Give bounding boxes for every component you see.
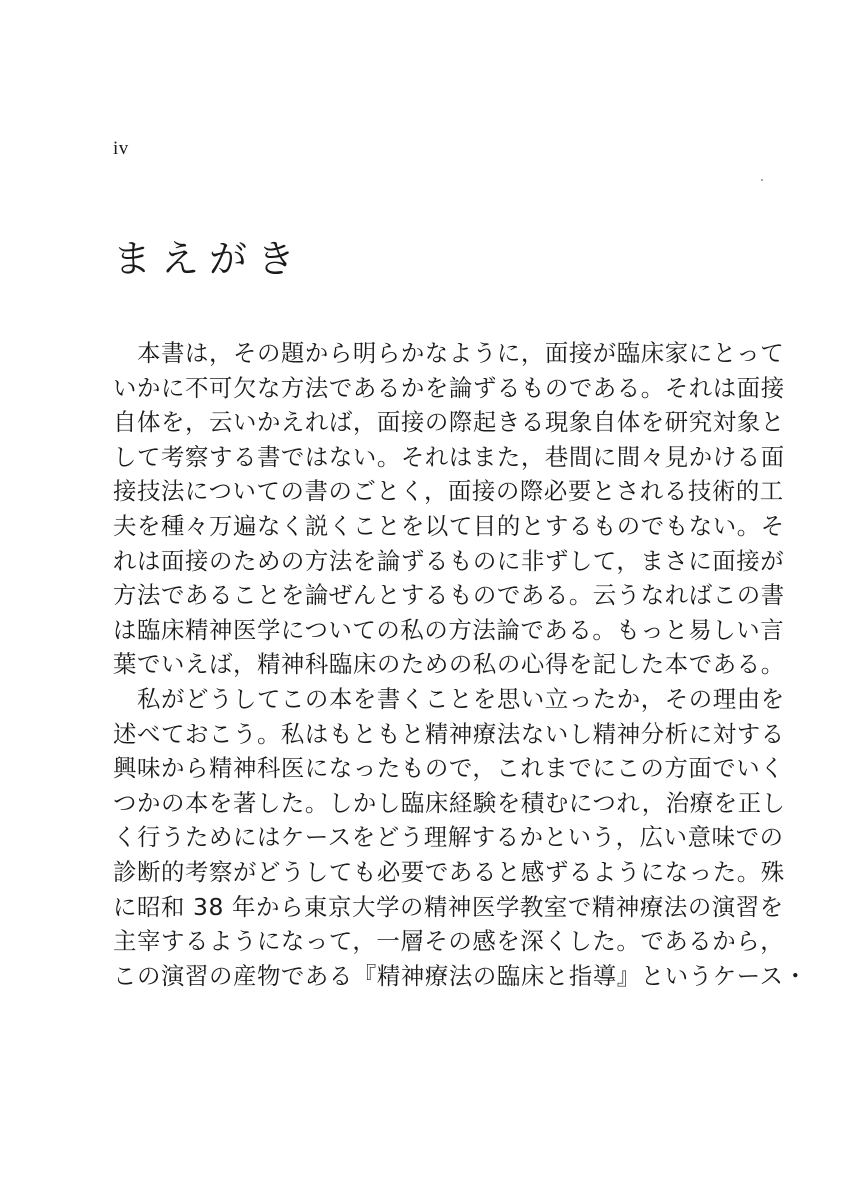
text-line: 興味から精神科医になったもので，これまでにこの方面でいく [113, 754, 785, 783]
text-line: く行うためにはケースをどう理解するかという，広い意味での [113, 823, 784, 852]
scan-speck [761, 179, 763, 181]
text-line: 葉でいえば，精神科臨床のための私の心得を記した本である。 [113, 650, 785, 679]
text-line: して考察する書ではない。それはまた，巷間に間々見かける面 [113, 442, 785, 471]
text-line: 夫を種々万遍なく説くことを以て目的とするものでもない。そ [113, 511, 785, 540]
text-line: 診断的考察がどうしても必要であると感ずるようになった。殊 [113, 857, 785, 886]
text-line: いかに不可欠な方法であるかを論ずるものである。それは面接 [113, 373, 785, 402]
text-line: は臨床精神医学についての私の方法論である。もっと易しい言 [113, 615, 785, 644]
text-line: 接技法についての書のごとく，面接の際必要とされる技術的工 [113, 477, 784, 506]
chapter-title: まえがき [113, 237, 306, 281]
text-line: に昭和 38 年から東京大学の精神医学教室で精神療法の演習を [113, 892, 784, 921]
text-line: れは面接のための方法を論ずるものに非ずして，まさに面接が [113, 546, 785, 575]
body-text [113, 336, 808, 993]
text-line: つかの本を著した。しかし臨床経験を積むにつれ，治療を正し [113, 788, 786, 817]
page-number: iv [113, 138, 129, 159]
text-line: 方法であることを論ぜんとするものである。云うなればこの書 [113, 581, 785, 610]
text-line: 自体を，云いかえれば，面接の際起きる現象自体を研究対象と [113, 408, 785, 437]
text-line: 述べておこう。私はもともと精神療法ないし精神分析に対する [113, 719, 785, 748]
text-line: 主宰するようになって，一層その感を深くした。であるから， [113, 927, 785, 956]
text-line: 本書は，その題から明らかなように，面接が臨床家にとって [113, 339, 785, 367]
text-line: この演習の産物である『精神療法の臨床と指導』というケース・ [113, 961, 808, 990]
text-line: 私がどうしてこの本を書くことを思い立ったか，その理由を [113, 684, 785, 713]
